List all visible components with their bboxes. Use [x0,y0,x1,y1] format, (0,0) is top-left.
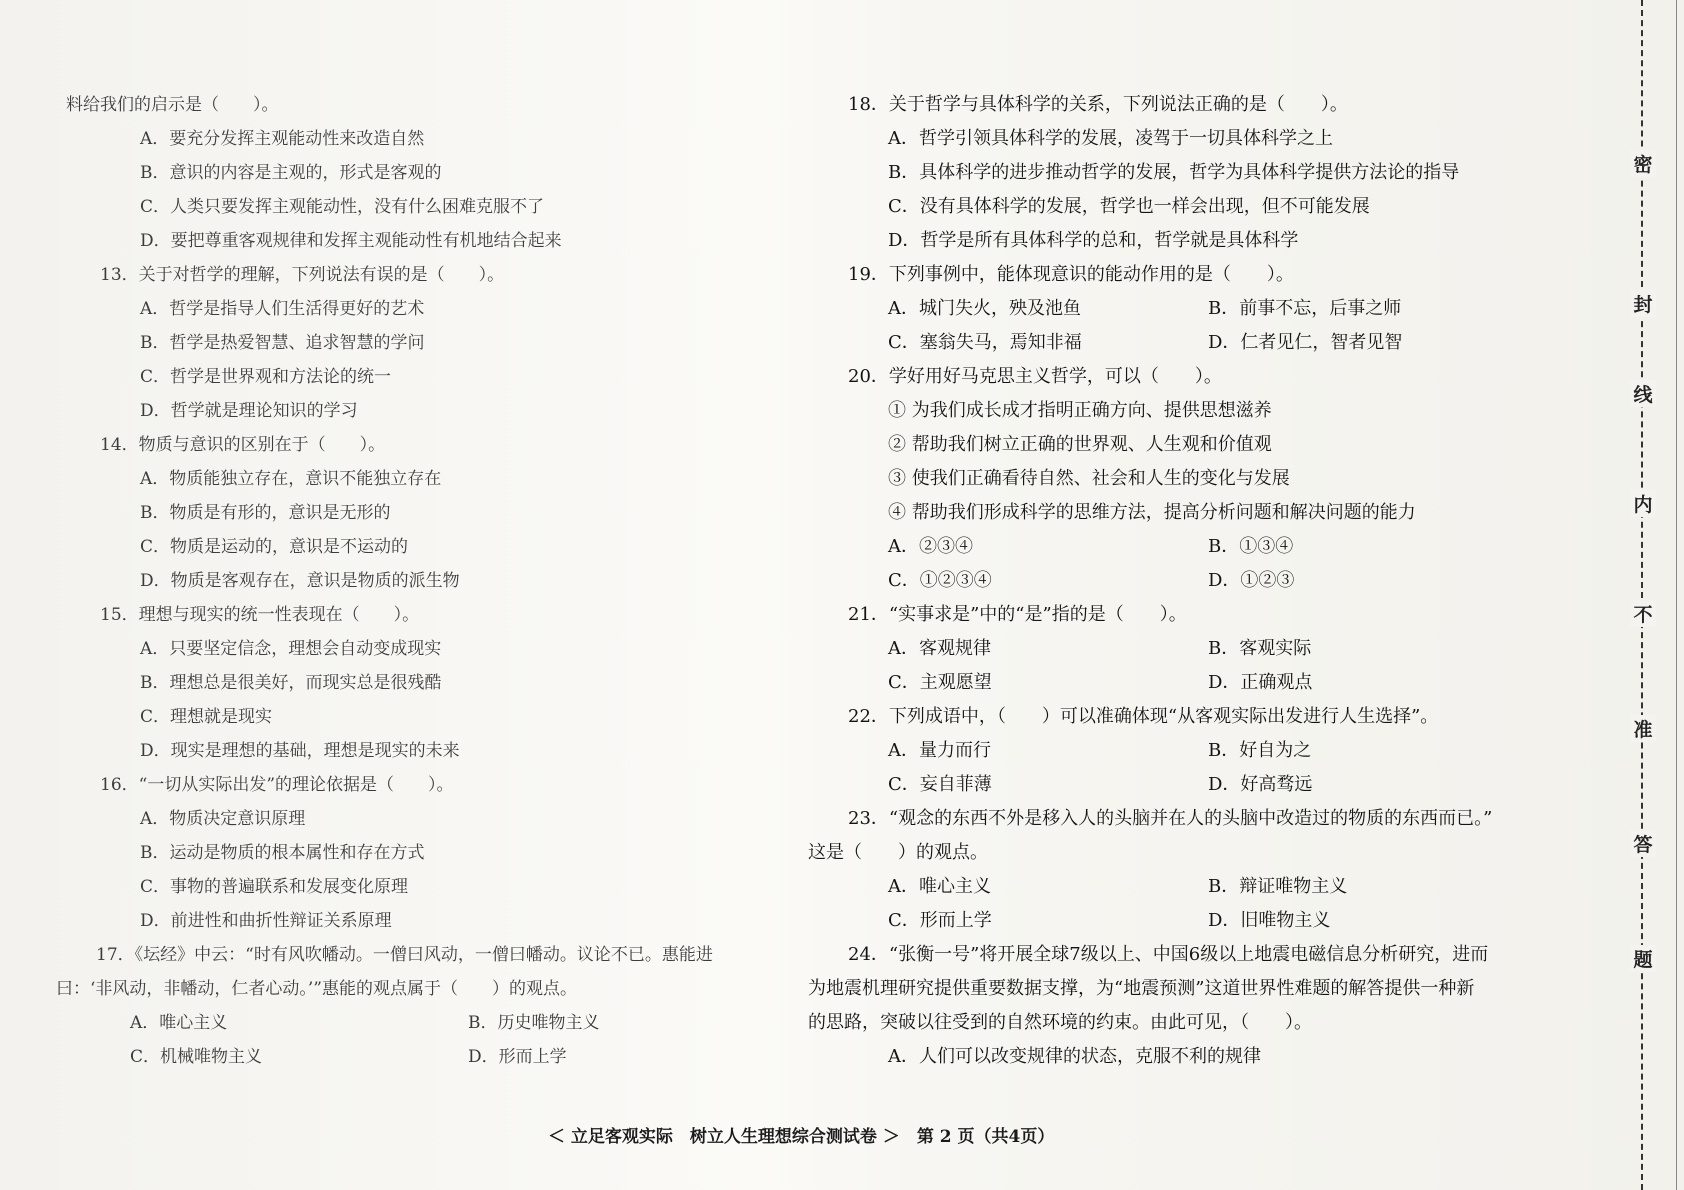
question-line: 24．“张衡一号”将开展全球7级以上、中国6级以上地震电磁信息分析研究，进而 [848,944,1489,965]
question-line: C．没有具体科学的发展，哲学也一样会出现，但不可能发展 [888,196,1370,217]
question-line: C．事物的普遍联系和发展变化原理 [140,877,409,897]
answer-option: A．量力而行 [888,740,991,761]
question-line: 曰：‘非风动，非幡动，仁者心动。’”惠能的观点属于（ ）的观点。 [56,979,577,999]
answer-option: B．前事不忘，后事之师 [1208,298,1402,319]
answer-option: C．妄自菲薄 [888,774,992,795]
question-line: 21．“实事求是”中的“是”指的是（ ）。 [848,604,1187,625]
question-line: A．要充分发挥主观能动性来改造自然 [140,129,425,149]
binding-char: 内 [1630,490,1656,517]
answer-option: B．辩证唯物主义 [1208,876,1348,897]
question-line: C．物质是运动的，意识是不运动的 [140,537,409,557]
question-line: ② 帮助我们树立正确的世界观、人生观和价值观 [888,434,1272,455]
question-line: ④ 帮助我们形成科学的思维方法，提高分析问题和解决问题的能力 [888,502,1416,523]
page-footer: ＜ 立足客观实际 树立人生理想综合测试卷 ＞ 第 2 页（共4页） [548,1127,1055,1147]
answer-option: D．形而上学 [468,1047,567,1067]
question-line: B．运动是物质的根本属性和存在方式 [140,843,425,863]
question-line: B．具体科学的进步推动哲学的发展，哲学为具体科学提供方法论的指导 [888,162,1460,183]
question-line: 20．学好用好马克思主义哲学，可以（ ）。 [848,366,1222,387]
question-line: 22．下列成语中，（ ）可以准确体现“从客观实际出发进行人生选择”。 [848,706,1439,727]
answer-option: C．形而上学 [888,910,992,931]
binding-char: 线 [1630,380,1656,407]
question-line: 16．“一切从实际出发”的理论依据是（ ）。 [100,775,454,795]
question-line: D．物质是客观存在，意识是物质的派生物 [140,571,460,591]
question-line: 为地震机理研究提供重要数据支撑，为“地震预测”这道世界性难题的解答提供一种新 [808,978,1475,999]
answer-option: D．旧唯物主义 [1208,910,1331,931]
answer-option: B．历史唯物主义 [468,1013,600,1033]
question-line: 这是（ ）的观点。 [808,842,988,863]
answer-option: B．①③④ [1208,536,1294,557]
question-line: ① 为我们成长成才指明正确方向、提供思想滋养 [888,400,1272,421]
question-line: D．前进性和曲折性辩证关系原理 [140,911,392,931]
question-line: 13．关于对哲学的理解，下列说法有误的是（ ）。 [100,265,505,285]
question-line: 14．物质与意识的区别在于（ ）。 [100,435,386,455]
question-line: A．人们可以改变规律的状态，克服不利的规律 [888,1046,1261,1067]
question-line: 的思路，突破以往受到的自然环境的约束。由此可见，（ ）。 [808,1012,1312,1033]
answer-option: D．正确观点 [1208,672,1313,693]
question-line: C．理想就是现实 [140,707,273,727]
answer-option: D．仁者见仁，智者见智 [1208,332,1403,353]
binding-char: 答 [1630,830,1656,857]
question-line: B．理想总是很美好，而现实总是很残酷 [140,673,442,693]
answer-option: A．唯心主义 [888,876,991,897]
question-line: B．意识的内容是主观的，形式是客观的 [140,163,442,183]
answer-option: D．①②③ [1208,570,1295,591]
question-line: D．哲学就是理论知识的学习 [140,401,358,421]
answer-option: C．塞翁失马，焉知非福 [888,332,1082,353]
binding-char: 不 [1630,600,1656,627]
binding-char: 准 [1630,715,1656,742]
answer-option: A．②③④ [888,536,973,557]
question-line: 17．《坛经》中云：“时有风吹幡动。一僧曰风动，一僧曰幡动。议论不已。惠能进 [96,945,713,965]
question-line: B．物质是有形的，意识是无形的 [140,503,391,523]
question-line: B．哲学是热爱智慧、追求智慧的学问 [140,333,425,353]
question-line: 料给我们的启示是（ ）。 [66,95,279,115]
answer-option: A．客观规律 [888,638,991,659]
answer-option: A．城门失火，殃及池鱼 [888,298,1081,319]
answer-option: B．客观实际 [1208,638,1312,659]
question-line: 23．“观念的东西不外是移入人的头脑并在人的头脑中改造过的物质的东西而已。” [848,808,1493,829]
binding-char: 封 [1630,290,1656,317]
binding-char: 密 [1630,150,1656,177]
question-line: 18．关于哲学与具体科学的关系，下列说法正确的是（ ）。 [848,94,1348,115]
question-line: D．要把尊重客观规律和发挥主观能动性有机地结合起来 [140,231,562,251]
question-line: ③ 使我们正确看待自然、社会和人生的变化与发展 [888,468,1290,489]
question-line: A．哲学引领具体科学的发展，凌驾于一切具体科学之上 [888,128,1333,149]
answer-option: B．好自为之 [1208,740,1312,761]
page-edge-line [1676,0,1677,1190]
answer-option: C．机械唯物主义 [130,1047,263,1067]
question-line: A．哲学是指导人们生活得更好的艺术 [140,299,425,319]
question-line: A．物质能独立存在，意识不能独立存在 [140,469,442,489]
question-line: D．哲学是所有具体科学的总和，哲学就是具体科学 [888,230,1299,251]
answer-option: C．主观愿望 [888,672,992,693]
binding-char: 题 [1630,945,1656,972]
answer-option: D．好高骛远 [1208,774,1313,795]
question-line: C．哲学是世界观和方法论的统一 [140,367,392,387]
question-line: A．物质决定意识原理 [140,809,306,829]
question-line: A．只要坚定信念，理想会自动变成现实 [140,639,442,659]
answer-option: A．唯心主义 [130,1013,228,1033]
question-line: C．人类只要发挥主观能动性，没有什么困难克服不了 [140,197,545,217]
question-line: 19．下列事例中，能体现意识的能动作用的是（ ）。 [848,264,1294,285]
question-line: 15．理想与现实的统一性表现在（ ）。 [100,605,420,625]
question-line: D．现实是理想的基础，理想是现实的未来 [140,741,460,761]
answer-option: C．①②③④ [888,570,992,591]
binding-dashed-line [1641,0,1643,1190]
